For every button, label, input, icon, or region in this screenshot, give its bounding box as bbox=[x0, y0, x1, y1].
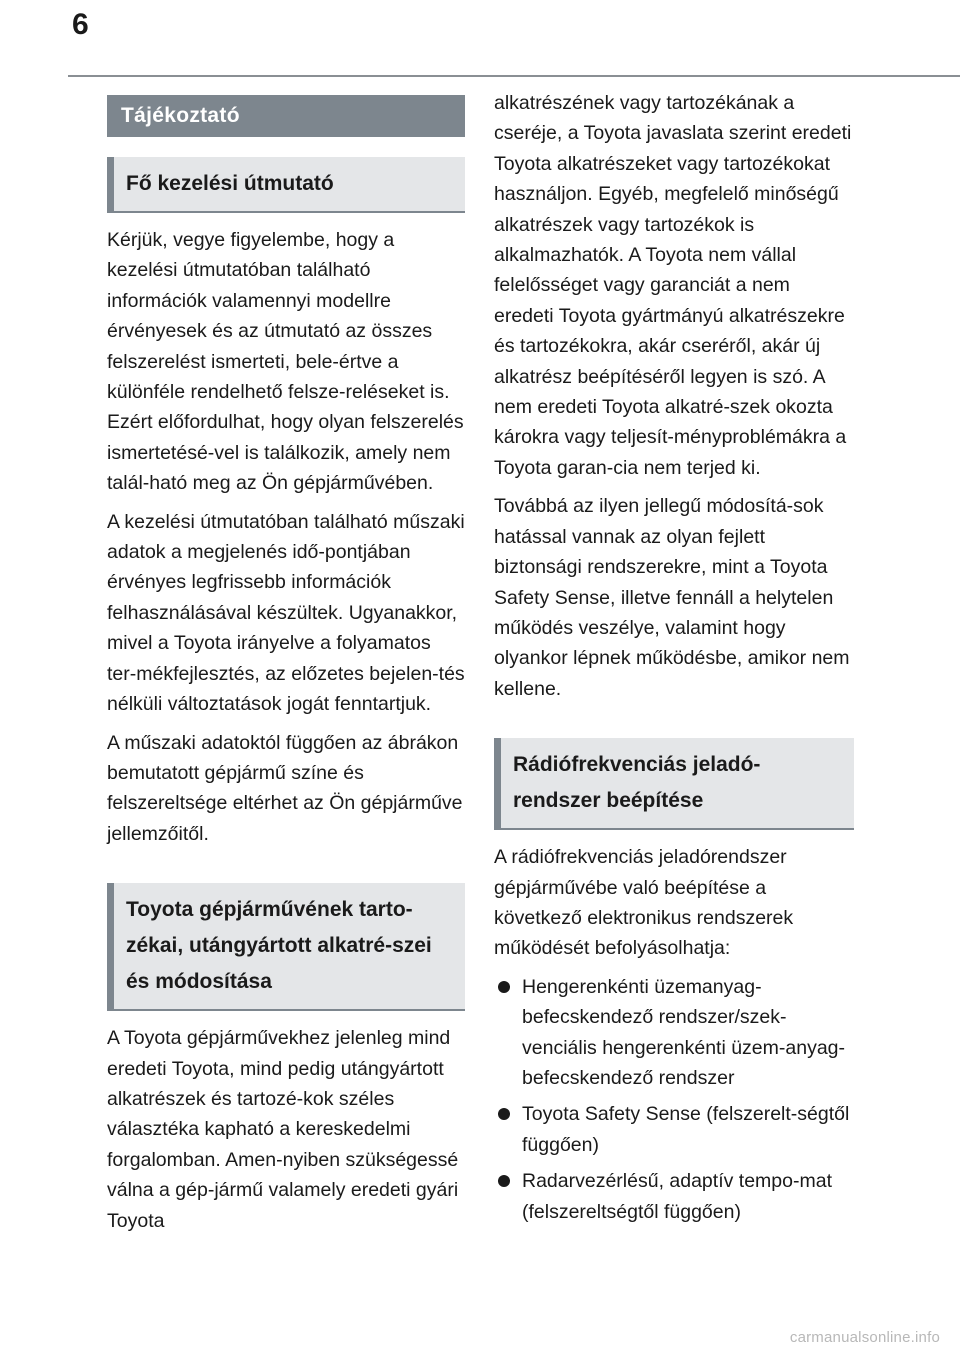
right-column bbox=[494, 88, 854, 1233]
bullet-list bbox=[494, 972, 854, 1227]
bullet-icon bbox=[498, 981, 510, 993]
subsection-title-operating-manual: Fő kezelési útmutató bbox=[107, 157, 465, 213]
header-rule bbox=[68, 75, 960, 77]
paragraph: Kérjük, vegye figyelembe, hogy a kezelési útmutatóban található információk valamennyi modellre érvényesek és az útmutató az összes felszerelést ismerteti, bele-értve a különféle rendelhető felsze-reléseket is. Ezért előfordulhat, hogy olyan felszerelés ismertetésé-vel is találkozik, amely nem talál-ható meg az Ön gépjárművében. bbox=[107, 229, 464, 495]
subsection-title-accessories: Toyota gépjárművének tarto-zékai, utángyártott alkatré-szei és módosítása bbox=[107, 883, 465, 1011]
watermark-footer: carmanualsonline.info bbox=[789, 1329, 940, 1346]
paragraph: alkatrészének vagy tartozékának a cseréje, a Toyota javaslata szerint eredeti Toyota alkatrészeket vagy tartozékokat használjon. Egyéb, megfelelő minőségű alkatrészek vagy tartozékok is alkalmazhatók. A Toyota nem vállal felelősséget vagy garanciát a nem eredeti Toyota gyártmányú alkatrészekre és tartozékokra, akár cseréről, akár új alkatrész beépítéséről legyen is szó. A nem eredeti Toyota alkatré-szek okozta károkra vagy teljesít-ményproblémákra a Toyota garan-cia nem terjed ki. bbox=[494, 92, 852, 479]
paragraph: A Toyota gépjárművekhez jelenleg mind eredeti Toyota, mind pedig utángyártott alkatrészek és tartozé-kok széles választéka kapható a kereskedelmi forgalomban. Amen-nyiben szükségessé válna a gép-jármű valamely eredeti gyári Toyota bbox=[107, 1027, 459, 1232]
paragraph: A műszaki adatoktól függően az ábrákon bemutatott gépjármű színe és felszereltsége eltérhet az Ön gépjárműve jellemzőitől. bbox=[107, 731, 463, 845]
list-item-text: Radarvezérlésű, adaptív tempo-mat (felszereltségtől függően) bbox=[522, 1170, 832, 1223]
subsection-title-radio-transmitter: Rádiófrekvenciás jeladó-rendszer beépítése bbox=[494, 738, 854, 830]
section-title: Tájékoztató bbox=[107, 95, 465, 137]
list-item bbox=[494, 1166, 854, 1227]
bullet-icon bbox=[498, 1108, 510, 1120]
paragraph: Továbbá az ilyen jellegű módosítá-sok hatással vannak az olyan fejlett biztonsági rendszerekre, mint a Toyota Safety Sense, illetve fennáll a helytelen működés veszélye, valamint hogy olyankor lépnek működésbe, amikor nem kellene. bbox=[494, 495, 850, 700]
page-number: 6 bbox=[72, 8, 89, 41]
list-item-text: Hengerenkénti üzemanyag-befecskendező rendszer/szek-venciális hengerenkénti üzem-anyag-befecskendező rendszer bbox=[522, 975, 846, 1089]
paragraph: A rádiófrekvenciás jeladórendszer gépjárművébe való beépítése a következő elektronikus rendszerek működését befolyásolhatja: bbox=[494, 846, 794, 960]
list-item-text: Toyota Safety Sense (felszerelt-ségtől függően) bbox=[522, 1103, 850, 1156]
paragraph: A kezelési útmutatóban található műszaki adatok a megjelenés idő-pontjában érvényes legfrissebb információk felhasználásával készültek. Ugyanakkor, mivel a Toyota irányelve a folyamatos ter-mékfejlesztés, az előzetes bejelen-tés nélküli változtatások jogát fenntartjuk. bbox=[107, 510, 465, 716]
left-column bbox=[107, 95, 465, 1244]
list-item bbox=[494, 972, 854, 1094]
list-item bbox=[494, 1099, 854, 1160]
bullet-icon bbox=[498, 1175, 510, 1187]
